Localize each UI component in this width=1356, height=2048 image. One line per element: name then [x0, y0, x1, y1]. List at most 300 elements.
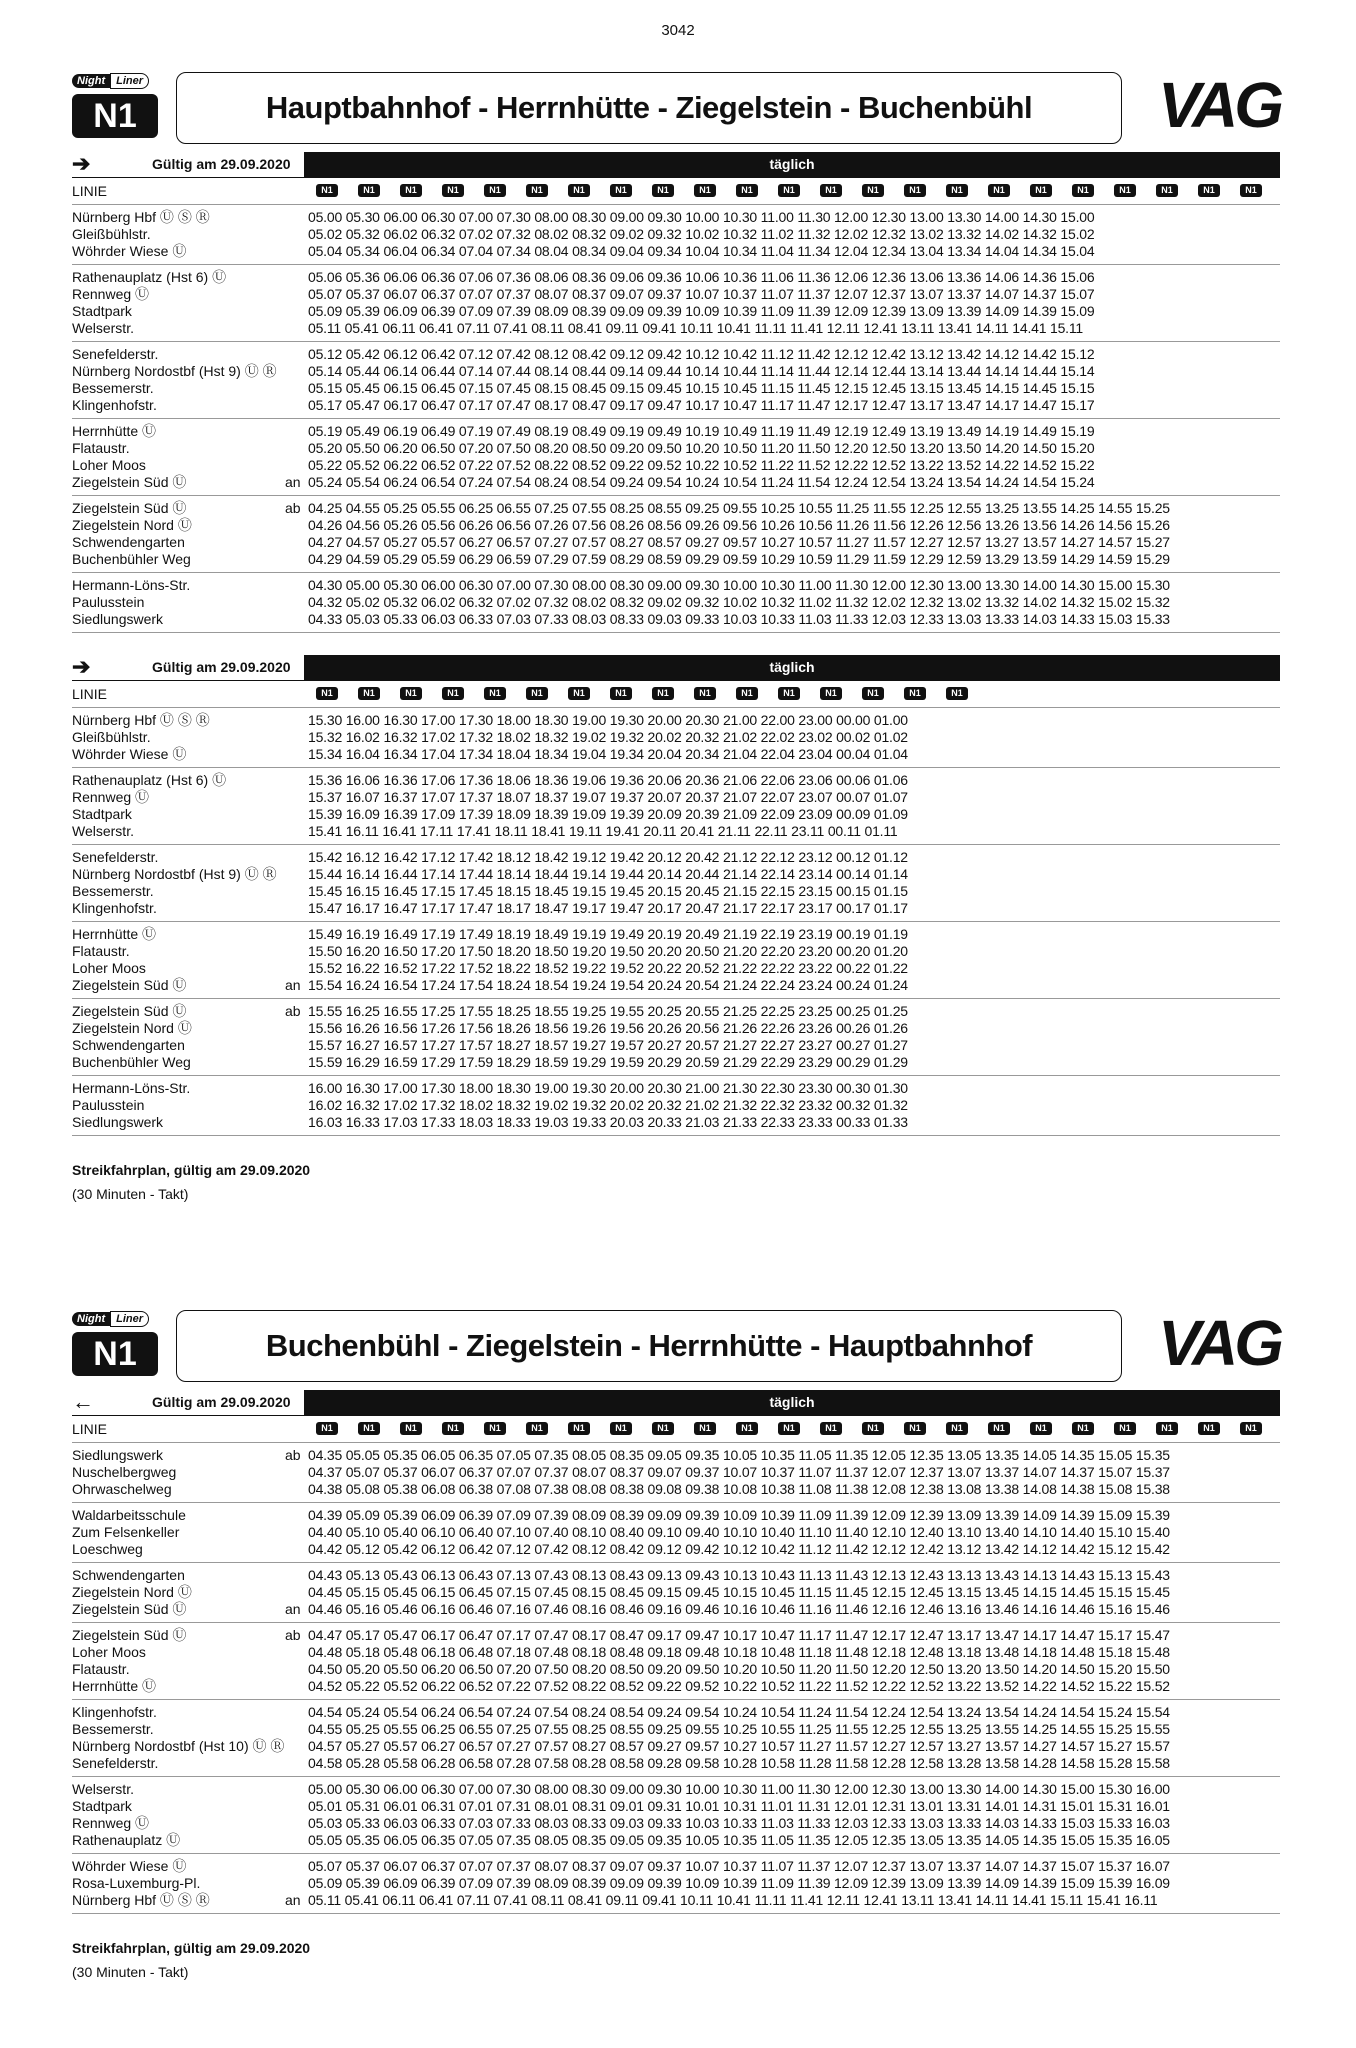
timetable-section	[72, 1307, 1280, 1980]
departure-times: 05.14 05.44 06.14 06.44 07.14 07.44 08.14 08.44 09.14 09.44 10.14 10.44 11.14 11.44 12.14 12.44 13.14 13.44 14.14 14.44 15.14	[308, 363, 1095, 379]
stop-name: Schwendengarten	[72, 1567, 185, 1583]
stop-name: Senefelderstr.	[72, 1755, 159, 1771]
line-chip: N1	[1114, 1422, 1136, 1435]
stop-name: Bessemerstr.	[72, 883, 154, 899]
stop-name: Flataustr.	[72, 440, 130, 456]
table-row	[72, 1892, 1280, 1909]
table-row	[72, 1003, 1280, 1020]
line-chip: N1	[820, 184, 842, 197]
table-row	[72, 440, 1280, 457]
table-row	[72, 1054, 1280, 1071]
table-row	[72, 397, 1280, 414]
stop-name: Klingenhofstr.	[72, 397, 157, 413]
table-row	[72, 423, 1280, 440]
table-row	[72, 1661, 1280, 1678]
line-chip: N1	[442, 687, 464, 700]
line-chips	[316, 184, 1262, 197]
timetable	[72, 1390, 1280, 1914]
line-chip: N1	[946, 687, 968, 700]
linie-label: LINIE	[72, 1421, 108, 1437]
table-row	[72, 1114, 1280, 1131]
departure-times: 15.52 16.22 16.52 17.22 17.52 18.22 18.52 19.22 19.52 20.22 20.52 21.22 22.22 23.22 00.22 01.22	[308, 960, 908, 976]
line-chip: N1	[610, 184, 632, 197]
arrival-departure-marker: ab	[285, 1627, 301, 1643]
line-chip: N1	[316, 184, 338, 197]
table-row	[72, 1721, 1280, 1738]
table-row	[72, 243, 1280, 260]
stop-name: Zum Felsenkeller	[72, 1524, 180, 1540]
line-chip: N1	[694, 687, 716, 700]
departure-times: 05.17 05.47 06.17 06.47 07.17 07.47 08.17 08.47 09.17 09.47 10.17 10.47 11.17 11.47 12.17 12.47 13.17 13.47 14.17 14.47 15.17	[308, 397, 1095, 413]
departure-times: 15.56 16.26 16.56 17.26 17.56 18.26 18.56 19.26 19.56 20.26 20.56 21.26 22.26 23.26 00.26 01.26	[308, 1020, 908, 1036]
stop-group	[72, 1076, 1280, 1136]
departure-times: 04.55 05.25 05.55 06.25 06.55 07.25 07.55 08.25 08.55 09.25 09.55 10.25 10.55 11.25 11.55 12.25 12.55 13.25 13.55 14.25 14.55 15.25 15.55	[308, 1721, 1170, 1737]
departure-times: 15.57 16.27 16.57 17.27 17.57 18.27 18.57 19.27 19.57 20.27 20.57 21.27 22.27 23.27 00.27 01.27	[308, 1037, 908, 1053]
line-chip: N1	[694, 184, 716, 197]
stop-group	[72, 265, 1280, 342]
departure-times: 15.32 16.02 16.32 17.02 17.32 18.02 18.32 19.02 19.32 20.02 20.32 21.02 22.02 23.02 00.02 01.02	[308, 729, 908, 745]
table-row	[72, 577, 1280, 594]
departure-times: 15.37 16.07 16.37 17.07 17.37 18.07 18.37 19.07 19.37 20.07 20.37 21.07 22.07 23.07 00.07 01.07	[308, 789, 908, 805]
stop-name: Rennweg Ⓤ	[72, 286, 150, 302]
stop-name: Nürnberg Hbf Ⓤ Ⓢ Ⓡ	[72, 209, 210, 225]
table-row	[72, 1815, 1280, 1832]
line-chips	[316, 1422, 1262, 1435]
departure-times: 05.00 05.30 06.00 06.30 07.00 07.30 08.00 08.30 09.00 09.30 10.00 10.30 11.00 11.30 12.00 12.30 13.00 13.30 14.00 14.30 15.00	[308, 209, 1095, 225]
timetable	[72, 655, 1280, 1136]
table-row	[72, 474, 1280, 491]
stop-group	[72, 768, 1280, 845]
line-chip: N1	[988, 184, 1010, 197]
arrival-departure-marker: an	[285, 977, 301, 993]
line-chip: N1	[778, 687, 800, 700]
stop-name: Loher Moos	[72, 960, 146, 976]
stop-name: Loeschweg	[72, 1541, 143, 1557]
stop-name: Bessemerstr.	[72, 380, 154, 396]
table-row	[72, 534, 1280, 551]
stop-name: Buchenbühler Weg	[72, 1054, 191, 1070]
line-chip: N1	[652, 687, 674, 700]
stop-group	[72, 342, 1280, 419]
stop-name: Wöhrder Wiese Ⓤ	[72, 746, 187, 762]
stop-name: Rathenauplatz Ⓤ	[72, 1832, 181, 1848]
line-chips	[316, 687, 968, 700]
line-chip: N1	[652, 1422, 674, 1435]
stop-name: Ziegelstein Süd Ⓤ	[72, 474, 187, 490]
departure-times: 05.01 05.31 06.01 06.31 07.01 07.31 08.01 08.31 09.01 09.31 10.01 10.31 11.01 11.31 12.01 12.31 13.01 13.31 14.01 14.31 15.01 15.31 16.01	[308, 1798, 1170, 1814]
table-row	[72, 269, 1280, 286]
departure-times: 05.00 05.30 06.00 06.30 07.00 07.30 08.00 08.30 09.00 09.30 10.00 10.30 11.00 11.30 12.00 12.30 13.00 13.30 14.00 14.30 15.00 15.30 16.00	[308, 1781, 1170, 1797]
table-row	[72, 551, 1280, 568]
route-title: Hauptbahnhof - Herrnhütte - Ziegelstein - Buchenbühl	[176, 72, 1122, 144]
departure-times: 15.59 16.29 16.59 17.29 17.59 18.29 18.59 19.29 19.59 20.29 20.59 21.29 22.29 23.29 00.29 01.29	[308, 1054, 908, 1070]
stop-group	[72, 922, 1280, 999]
table-row	[72, 1781, 1280, 1798]
stop-name: Waldarbeitsschule	[72, 1507, 186, 1523]
stop-name: Nürnberg Hbf Ⓤ Ⓢ Ⓡ	[72, 1892, 210, 1908]
departure-times: 04.39 05.09 05.39 06.09 06.39 07.09 07.39 08.09 08.39 09.09 09.39 10.09 10.39 11.09 11.39 12.09 12.39 13.09 13.39 14.09 14.39 15.09 15.39	[308, 1507, 1170, 1523]
departure-times: 05.09 05.39 06.09 06.39 07.09 07.39 08.09 08.39 09.09 09.39 10.09 10.39 11.09 11.39 12.09 12.39 13.09 13.39 14.09 14.39 15.09	[308, 303, 1095, 319]
stop-name: Ziegelstein Nord Ⓤ	[72, 1584, 192, 1600]
stop-name: Rathenauplatz (Hst 6) Ⓤ	[72, 772, 227, 788]
table-header-bar	[72, 152, 1280, 177]
line-chip: N1	[400, 184, 422, 197]
valid-date: Gültig am 29.09.2020	[152, 659, 291, 675]
departure-times: 04.29 04.59 05.29 05.59 06.29 06.59 07.29 07.59 08.29 08.59 09.29 09.59 10.29 10.59 11.29 11.59 12.29 12.59 13.29 13.59 14.29 14.59 15.29	[308, 551, 1170, 567]
line-chip: N1	[568, 184, 590, 197]
table-row	[72, 866, 1280, 883]
nightliner-night: Night	[72, 1312, 110, 1326]
table-row	[72, 900, 1280, 917]
departure-times: 05.04 05.34 06.04 06.34 07.04 07.34 08.04 08.34 09.04 09.34 10.04 10.34 11.04 11.34 12.04 12.34 13.04 13.34 14.04 14.34 15.04	[308, 243, 1095, 259]
departure-times: 15.41 16.11 16.41 17.11 17.41 18.11 18.41 19.11 19.41 20.11 20.41 21.11 22.11 23.11 00.11 01.11	[308, 823, 898, 839]
stop-group	[72, 1503, 1280, 1563]
departure-times: 15.50 16.20 16.50 17.20 17.50 18.20 18.50 19.20 19.50 20.20 20.50 21.20 22.20 23.20 00.20 01.20	[308, 943, 908, 959]
table-row	[72, 1481, 1280, 1498]
table-row	[72, 363, 1280, 380]
stop-group	[72, 1777, 1280, 1854]
stop-name: Gleißbühlstr.	[72, 226, 151, 242]
departure-times: 16.00 16.30 17.00 17.30 18.00 18.30 19.00 19.30 20.00 20.30 21.00 21.30 22.30 23.30 00.30 01.30	[308, 1080, 908, 1096]
line-header-row	[72, 177, 1280, 205]
line-chip: N1	[904, 1422, 926, 1435]
stop-group	[72, 1623, 1280, 1700]
stop-name: Klingenhofstr.	[72, 1704, 157, 1720]
footer-title: Streikfahrplan, gültig am 29.09.2020	[72, 1162, 311, 1178]
departure-times: 04.25 04.55 05.25 05.55 06.25 06.55 07.25 07.55 08.25 08.55 09.25 09.55 10.25 10.55 11.25 11.55 12.25 12.55 13.25 13.55 14.25 14.55 15.25	[308, 500, 1170, 516]
table-row	[72, 457, 1280, 474]
stop-group	[72, 1443, 1280, 1503]
table-row	[72, 1738, 1280, 1755]
departure-times: 05.07 05.37 06.07 06.37 07.07 07.37 08.07 08.37 09.07 09.37 10.07 10.37 11.07 11.37 12.07 12.37 13.07 13.37 14.07 14.37 15.07	[308, 286, 1095, 302]
direction-arrow-icon: ➔	[72, 151, 91, 176]
line-chip: N1	[820, 687, 842, 700]
stop-name: Rosa-Luxemburg-Pl.	[72, 1875, 201, 1891]
line-chip: N1	[358, 1422, 380, 1435]
table-row	[72, 1507, 1280, 1524]
table-row	[72, 960, 1280, 977]
departure-times: 04.48 05.18 05.48 06.18 06.48 07.18 07.48 08.18 08.48 09.18 09.48 10.18 10.48 11.18 11.48 12.18 12.48 13.18 13.48 14.18 14.48 15.18 15.48	[308, 1644, 1170, 1660]
table-row	[72, 1601, 1280, 1618]
stop-name: Flataustr.	[72, 943, 130, 959]
stop-name: Nuschelbergweg	[72, 1464, 177, 1480]
departure-times: 15.54 16.24 16.54 17.24 17.54 18.24 18.54 19.24 19.54 20.24 20.54 21.24 22.24 23.24 00.24 01.24	[308, 977, 908, 993]
line-chip: N1	[484, 1422, 506, 1435]
line-chip: N1	[862, 687, 884, 700]
departure-times: 15.55 16.25 16.55 17.25 17.55 18.25 18.55 19.25 19.55 20.25 20.55 21.25 22.25 23.25 00.25 01.25	[308, 1003, 908, 1019]
departure-times: 04.26 04.56 05.26 05.56 06.26 06.56 07.26 07.56 08.26 08.56 09.26 09.56 10.26 10.56 11.26 11.56 12.26 12.56 13.26 13.56 14.26 14.56 15.26	[308, 517, 1170, 533]
stop-group	[72, 1700, 1280, 1777]
line-chip: N1	[946, 184, 968, 197]
stop-name: Wöhrder Wiese Ⓤ	[72, 243, 187, 259]
line-chip: N1	[484, 184, 506, 197]
stop-name: Schwendengarten	[72, 534, 185, 550]
table-row	[72, 1755, 1280, 1772]
line-chip: N1	[904, 184, 926, 197]
line-chip: N1	[820, 1422, 842, 1435]
stop-name: Rennweg Ⓤ	[72, 789, 150, 805]
line-chip: N1	[1072, 1422, 1094, 1435]
stop-group	[72, 999, 1280, 1076]
line-chip: N1	[526, 687, 548, 700]
departure-times: 15.36 16.06 16.36 17.06 17.36 18.06 18.36 19.06 19.36 20.06 20.36 21.06 22.06 23.06 00.06 01.06	[308, 772, 908, 788]
line-chip: N1	[358, 687, 380, 700]
arrival-departure-marker: an	[285, 1892, 301, 1908]
stop-name: Senefelderstr.	[72, 849, 159, 865]
departure-times: 15.39 16.09 16.39 17.09 17.39 18.09 18.39 19.09 19.39 20.09 20.39 21.09 22.09 23.09 00.09 01.09	[308, 806, 908, 822]
direction-arrow-icon: ➔	[72, 654, 91, 679]
departure-times: 05.15 05.45 06.15 06.45 07.15 07.45 08.15 08.45 09.15 09.45 10.15 10.45 11.15 11.45 12.15 12.45 13.15 13.45 14.15 14.45 15.15	[308, 380, 1095, 396]
days-label: täglich	[304, 655, 1280, 680]
departure-times: 15.30 16.00 16.30 17.00 17.30 18.00 18.30 19.00 19.30 20.00 20.30 21.00 22.00 23.00 00.00 01.00	[308, 712, 908, 728]
line-chip: N1	[862, 1422, 884, 1435]
line-chip: N1	[862, 184, 884, 197]
departure-times: 05.12 05.42 06.12 06.42 07.12 07.42 08.12 08.42 09.12 09.42 10.12 10.42 11.12 11.42 12.12 12.42 13.12 13.42 14.12 14.42 15.12	[308, 346, 1095, 362]
departure-times: 15.44 16.14 16.44 17.14 17.44 18.14 18.44 19.14 19.44 20.14 20.44 21.14 22.14 23.14 00.14 01.14	[308, 866, 908, 882]
departure-times: 16.03 16.33 17.03 17.33 18.03 18.33 19.03 19.33 20.03 20.33 21.03 21.33 22.33 23.33 00.33 01.33	[308, 1114, 908, 1130]
departure-times: 04.52 05.22 05.52 06.22 06.52 07.22 07.52 08.22 08.52 09.22 09.52 10.22 10.52 11.22 11.52 12.22 12.52 13.22 13.52 14.22 14.52 15.22 15.52	[308, 1678, 1170, 1694]
table-row	[72, 380, 1280, 397]
stop-name: Loher Moos	[72, 457, 146, 473]
line-chip: N1	[1072, 184, 1094, 197]
table-row	[72, 1037, 1280, 1054]
line-header-row	[72, 1415, 1280, 1443]
departure-times: 04.35 05.05 05.35 06.05 06.35 07.05 07.35 08.05 08.35 09.05 09.35 10.05 10.35 11.05 11.35 12.05 12.35 13.05 13.35 14.05 14.35 15.05 15.35	[308, 1447, 1170, 1463]
footer-title: Streikfahrplan, gültig am 29.09.2020	[72, 1940, 311, 1956]
line-number: N1	[72, 1332, 158, 1376]
line-number: N1	[72, 94, 158, 138]
table-row	[72, 1567, 1280, 1584]
table-row	[72, 1584, 1280, 1601]
stop-name: Stadtpark	[72, 303, 132, 319]
table-header-bar	[72, 655, 1280, 680]
departure-times: 15.49 16.19 16.49 17.19 17.49 18.19 18.49 19.19 19.49 20.19 20.49 21.19 22.19 23.19 00.19 01.19	[308, 926, 908, 942]
table-row	[72, 712, 1280, 729]
line-chip: N1	[736, 184, 758, 197]
stop-name: Hermann-Löns-Str.	[72, 1080, 191, 1096]
nightliner-label	[72, 1310, 162, 1328]
departure-times: 04.50 05.20 05.50 06.20 06.50 07.20 07.50 08.20 08.50 09.20 09.50 10.20 10.50 11.20 11.50 12.20 12.50 13.20 13.50 14.20 14.50 15.20 15.50	[308, 1661, 1170, 1677]
line-chip: N1	[400, 687, 422, 700]
page-number: 3042	[661, 22, 695, 39]
departure-times: 15.34 16.04 16.34 17.04 17.34 18.04 18.34 19.04 19.34 20.04 20.34 21.04 22.04 23.04 00.04 01.04	[308, 746, 908, 762]
stop-name: Hermann-Löns-Str.	[72, 577, 191, 593]
departure-times: 05.07 05.37 06.07 06.37 07.07 07.37 08.07 08.37 09.07 09.37 10.07 10.37 11.07 11.37 12.07 12.37 13.07 13.37 14.07 14.37 15.07 15.37 16.07	[308, 1858, 1170, 1874]
stop-group	[72, 708, 1280, 768]
stop-group	[72, 496, 1280, 573]
stop-group	[72, 573, 1280, 633]
stop-name: Ziegelstein Süd Ⓤ	[72, 1003, 187, 1019]
stop-name: Flataustr.	[72, 1661, 130, 1677]
departure-times: 04.38 05.08 05.38 06.08 06.38 07.08 07.38 08.08 08.38 09.08 09.38 10.08 10.38 11.08 11.38 12.08 12.38 13.08 13.38 14.08 14.38 15.08 15.38	[308, 1481, 1170, 1497]
stop-name: Nürnberg Nordostbf (Hst 10) Ⓤ Ⓡ	[72, 1738, 285, 1754]
departure-times: 04.47 05.17 05.47 06.17 06.47 07.17 07.47 08.17 08.47 09.17 09.47 10.17 10.47 11.17 11.47 12.17 12.47 13.17 13.47 14.17 14.47 15.17 15.47	[308, 1627, 1170, 1643]
departure-times: 05.22 05.52 06.22 06.52 07.22 07.52 08.22 08.52 09.22 09.52 10.22 10.52 11.22 11.52 12.22 12.52 13.22 13.52 14.22 14.52 15.22	[308, 457, 1095, 473]
line-chip: N1	[610, 1422, 632, 1435]
departure-times: 04.43 05.13 05.43 06.13 06.43 07.13 07.43 08.13 08.43 09.13 09.43 10.13 10.43 11.13 11.43 12.13 12.43 13.13 13.43 14.13 14.43 15.13 15.43	[308, 1567, 1170, 1583]
departure-times: 05.06 05.36 06.06 06.36 07.06 07.36 08.06 08.36 09.06 09.36 10.06 10.36 11.06 11.36 12.06 12.36 13.06 13.36 14.06 14.36 15.06	[308, 269, 1095, 285]
stop-name: Ziegelstein Nord Ⓤ	[72, 1020, 192, 1036]
departure-times: 15.47 16.17 16.47 17.17 17.47 18.17 18.47 19.17 19.47 20.17 20.47 21.17 22.17 23.17 00.17 01.17	[308, 900, 908, 916]
line-chip: N1	[946, 1422, 968, 1435]
departure-times: 04.37 05.07 05.37 06.07 06.37 07.07 07.37 08.07 08.37 09.07 09.37 10.07 10.37 11.07 11.37 12.07 12.37 13.07 13.37 14.07 14.37 15.07 15.37	[308, 1464, 1170, 1480]
table-row	[72, 977, 1280, 994]
stop-group	[72, 419, 1280, 496]
arrival-departure-marker: an	[285, 1601, 301, 1617]
nightliner-liner: Liner	[110, 1311, 149, 1327]
table-row	[72, 1097, 1280, 1114]
table-row	[72, 209, 1280, 226]
nightliner-badge	[72, 72, 162, 138]
footer-note: (30 Minuten - Takt)	[72, 1964, 189, 1980]
nightliner-badge	[72, 1310, 162, 1376]
table-row	[72, 346, 1280, 363]
table-row	[72, 746, 1280, 763]
line-chip: N1	[316, 1422, 338, 1435]
departure-times: 04.46 05.16 05.46 06.16 06.46 07.16 07.46 08.16 08.46 09.16 09.46 10.16 10.46 11.16 11.46 12.16 12.46 13.16 13.46 14.16 14.46 15.16 15.46	[308, 1601, 1170, 1617]
departure-times: 05.24 05.54 06.24 06.54 07.24 07.54 08.24 08.54 09.24 09.54 10.24 10.54 11.24 11.54 12.24 12.54 13.24 13.54 14.24 14.54 15.24	[308, 474, 1095, 490]
table-row	[72, 1464, 1280, 1481]
stop-name: Herrnhütte Ⓤ	[72, 926, 157, 942]
departure-times: 04.42 05.12 05.42 06.12 06.42 07.12 07.42 08.12 08.42 09.12 09.42 10.12 10.42 11.12 11.42 12.12 12.42 13.12 13.42 14.12 14.42 15.12 15.42	[308, 1541, 1170, 1557]
table-row	[72, 611, 1280, 628]
table-row	[72, 789, 1280, 806]
stop-name: Siedlungswerk	[72, 611, 164, 627]
line-chip: N1	[1114, 184, 1136, 197]
stop-name: Herrnhütte Ⓤ	[72, 423, 157, 439]
table-row	[72, 883, 1280, 900]
stop-name: Gleißbühlstr.	[72, 729, 151, 745]
arrival-departure-marker: ab	[285, 1003, 301, 1019]
departure-times: 04.40 05.10 05.40 06.10 06.40 07.10 07.40 08.10 08.40 09.10 09.40 10.10 10.40 11.10 11.40 12.10 12.40 13.10 13.40 14.10 14.40 15.10 15.40	[308, 1524, 1170, 1540]
stop-name: Siedlungswerk	[72, 1114, 164, 1130]
stop-name: Schwendengarten	[72, 1037, 185, 1053]
stop-name: Ziegelstein Nord Ⓤ	[72, 517, 192, 533]
departure-times: 16.02 16.32 17.02 17.32 18.02 18.32 19.02 19.32 20.02 20.32 21.02 21.32 22.32 23.32 00.32 01.32	[308, 1097, 908, 1113]
section-header	[72, 69, 1280, 152]
stop-name: Nürnberg Nordostbf (Hst 9) Ⓤ Ⓡ	[72, 866, 277, 882]
stop-name: Herrnhütte Ⓤ	[72, 1678, 157, 1694]
table-row	[72, 594, 1280, 611]
nightliner-liner: Liner	[110, 73, 149, 89]
departure-times: 05.02 05.32 06.02 06.32 07.02 07.32 08.02 08.32 09.02 09.32 10.02 10.32 11.02 11.32 12.02 12.32 13.02 13.32 14.02 14.32 15.02	[308, 226, 1095, 242]
table-row	[72, 729, 1280, 746]
departure-times: 15.45 16.15 16.45 17.15 17.45 18.15 18.45 19.15 19.45 20.15 20.45 21.15 22.15 23.15 00.15 01.15	[308, 883, 908, 899]
table-row	[72, 1678, 1280, 1695]
departure-times: 05.03 05.33 06.03 06.33 07.03 07.33 08.03 08.33 09.03 09.33 10.03 10.33 11.03 11.33 12.03 12.33 13.03 13.33 14.03 14.33 15.03 15.33 16.03	[308, 1815, 1170, 1831]
line-chip: N1	[568, 1422, 590, 1435]
vag-logo: VAG	[1158, 1307, 1280, 1379]
stop-name: Buchenbühler Weg	[72, 551, 191, 567]
line-chip: N1	[316, 687, 338, 700]
line-chip: N1	[442, 1422, 464, 1435]
departure-times: 04.27 04.57 05.27 05.57 06.27 06.57 07.27 07.57 08.27 08.57 09.27 09.57 10.27 10.57 11.27 11.57 12.27 12.57 13.27 13.57 14.27 14.57 15.27	[308, 534, 1170, 550]
nightliner-night: Night	[72, 74, 110, 88]
line-chip: N1	[1156, 1422, 1178, 1435]
stop-name: Paulusstein	[72, 1097, 145, 1113]
section-header	[72, 1307, 1280, 1390]
line-chip: N1	[652, 184, 674, 197]
line-chip: N1	[778, 1422, 800, 1435]
line-chip: N1	[1198, 184, 1220, 197]
stop-group	[72, 1854, 1280, 1914]
stop-name: Klingenhofstr.	[72, 900, 157, 916]
table-row	[72, 849, 1280, 866]
line-chip: N1	[778, 184, 800, 197]
stop-group	[72, 205, 1280, 265]
departure-times: 04.32 05.02 05.32 06.02 06.32 07.02 07.32 08.02 08.32 09.02 09.32 10.02 10.32 11.02 11.32 12.02 12.32 13.02 13.32 14.02 14.32 15.02 15.32	[308, 594, 1170, 610]
departure-times: 04.57 05.27 05.57 06.27 06.57 07.27 07.57 08.27 08.57 09.27 09.57 10.27 10.57 11.27 11.57 12.27 12.57 13.27 13.57 14.27 14.57 15.27 15.57	[308, 1738, 1170, 1754]
valid-date: Gültig am 29.09.2020	[152, 1394, 291, 1410]
linie-label: LINIE	[72, 183, 108, 199]
stop-name: Ohrwaschelweg	[72, 1481, 172, 1497]
stop-name: Stadtpark	[72, 1798, 132, 1814]
table-row	[72, 517, 1280, 534]
linie-label: LINIE	[72, 686, 108, 702]
line-header-row	[72, 680, 1280, 708]
line-chip: N1	[736, 687, 758, 700]
stop-group	[72, 1563, 1280, 1623]
departure-times: 05.09 05.39 06.09 06.39 07.09 07.39 08.09 08.39 09.09 09.39 10.09 10.39 11.09 11.39 12.09 12.39 13.09 13.39 14.09 14.39 15.09 15.39 16.09	[308, 1875, 1170, 1891]
table-row	[72, 926, 1280, 943]
arrival-departure-marker: an	[285, 474, 301, 490]
departure-times: 04.54 05.24 05.54 06.24 06.54 07.24 07.54 08.24 08.54 09.24 09.54 10.24 10.54 11.24 11.54 12.24 12.54 13.24 13.54 14.24 14.54 15.24 15.54	[308, 1704, 1170, 1720]
days-label: täglich	[304, 152, 1280, 177]
stop-name: Ziegelstein Süd Ⓤ	[72, 500, 187, 516]
stop-name: Nürnberg Hbf Ⓤ Ⓢ Ⓡ	[72, 712, 210, 728]
stop-name: Rennweg Ⓤ	[72, 1815, 150, 1831]
line-chip: N1	[1198, 1422, 1220, 1435]
arrival-departure-marker: ab	[285, 1447, 301, 1463]
line-chip: N1	[568, 687, 590, 700]
line-chip: N1	[1030, 1422, 1052, 1435]
line-chip: N1	[694, 1422, 716, 1435]
line-chip: N1	[526, 1422, 548, 1435]
stop-name: Welserstr.	[72, 320, 134, 336]
departure-times: 04.30 05.00 05.30 06.00 06.30 07.00 07.30 08.00 08.30 09.00 09.30 10.00 10.30 11.00 11.30 12.00 12.30 13.00 13.30 14.00 14.30 15.00 15.30	[308, 577, 1170, 593]
line-chip: N1	[904, 687, 926, 700]
stop-group	[72, 845, 1280, 922]
table-row	[72, 1020, 1280, 1037]
table-row	[72, 226, 1280, 243]
departure-times: 15.42 16.12 16.42 17.12 17.42 18.12 18.42 19.12 19.42 20.12 20.42 21.12 22.12 23.12 00.12 01.12	[308, 849, 908, 865]
table-row	[72, 303, 1280, 320]
stop-name: Siedlungswerk	[72, 1447, 164, 1463]
departure-times: 04.58 05.28 05.58 06.28 06.58 07.28 07.58 08.28 08.58 09.28 09.58 10.28 10.58 11.28 11.58 12.28 12.58 13.28 13.58 14.28 14.58 15.28 15.58	[308, 1755, 1170, 1771]
stop-name: Ziegelstein Süd Ⓤ	[72, 977, 187, 993]
table-row	[72, 1627, 1280, 1644]
stop-name: Stadtpark	[72, 806, 132, 822]
table-row	[72, 1541, 1280, 1558]
line-chip: N1	[1240, 1422, 1262, 1435]
stop-name: Paulusstein	[72, 594, 145, 610]
table-row	[72, 823, 1280, 840]
stop-name: Ziegelstein Süd Ⓤ	[72, 1627, 187, 1643]
table-row	[72, 806, 1280, 823]
arrival-departure-marker: ab	[285, 500, 301, 516]
valid-date: Gültig am 29.09.2020	[152, 156, 291, 172]
departure-times: 05.11 05.41 06.11 06.41 07.11 07.41 08.11 08.41 09.11 09.41 10.11 10.41 11.11 11.41 12.11 12.41 13.11 13.41 14.11 14.41 15.11 15.41 16.11	[308, 1892, 1158, 1908]
stop-name: Ziegelstein Süd Ⓤ	[72, 1601, 187, 1617]
table-row	[72, 320, 1280, 337]
departure-times: 05.05 05.35 06.05 06.35 07.05 07.35 08.05 08.35 09.05 09.35 10.05 10.35 11.05 11.35 12.05 12.35 13.05 13.35 14.05 14.35 15.05 15.35 16.05	[308, 1832, 1170, 1848]
stop-name: Senefelderstr.	[72, 346, 159, 362]
timetable	[72, 152, 1280, 633]
days-label: täglich	[304, 1390, 1280, 1415]
stop-name: Bessemerstr.	[72, 1721, 154, 1737]
departure-times: 04.45 05.15 05.45 06.15 06.45 07.15 07.45 08.15 08.45 09.15 09.45 10.15 10.45 11.15 11.45 12.15 12.45 13.15 13.45 14.15 14.45 15.15 15.45	[308, 1584, 1170, 1600]
stop-name: Welserstr.	[72, 823, 134, 839]
